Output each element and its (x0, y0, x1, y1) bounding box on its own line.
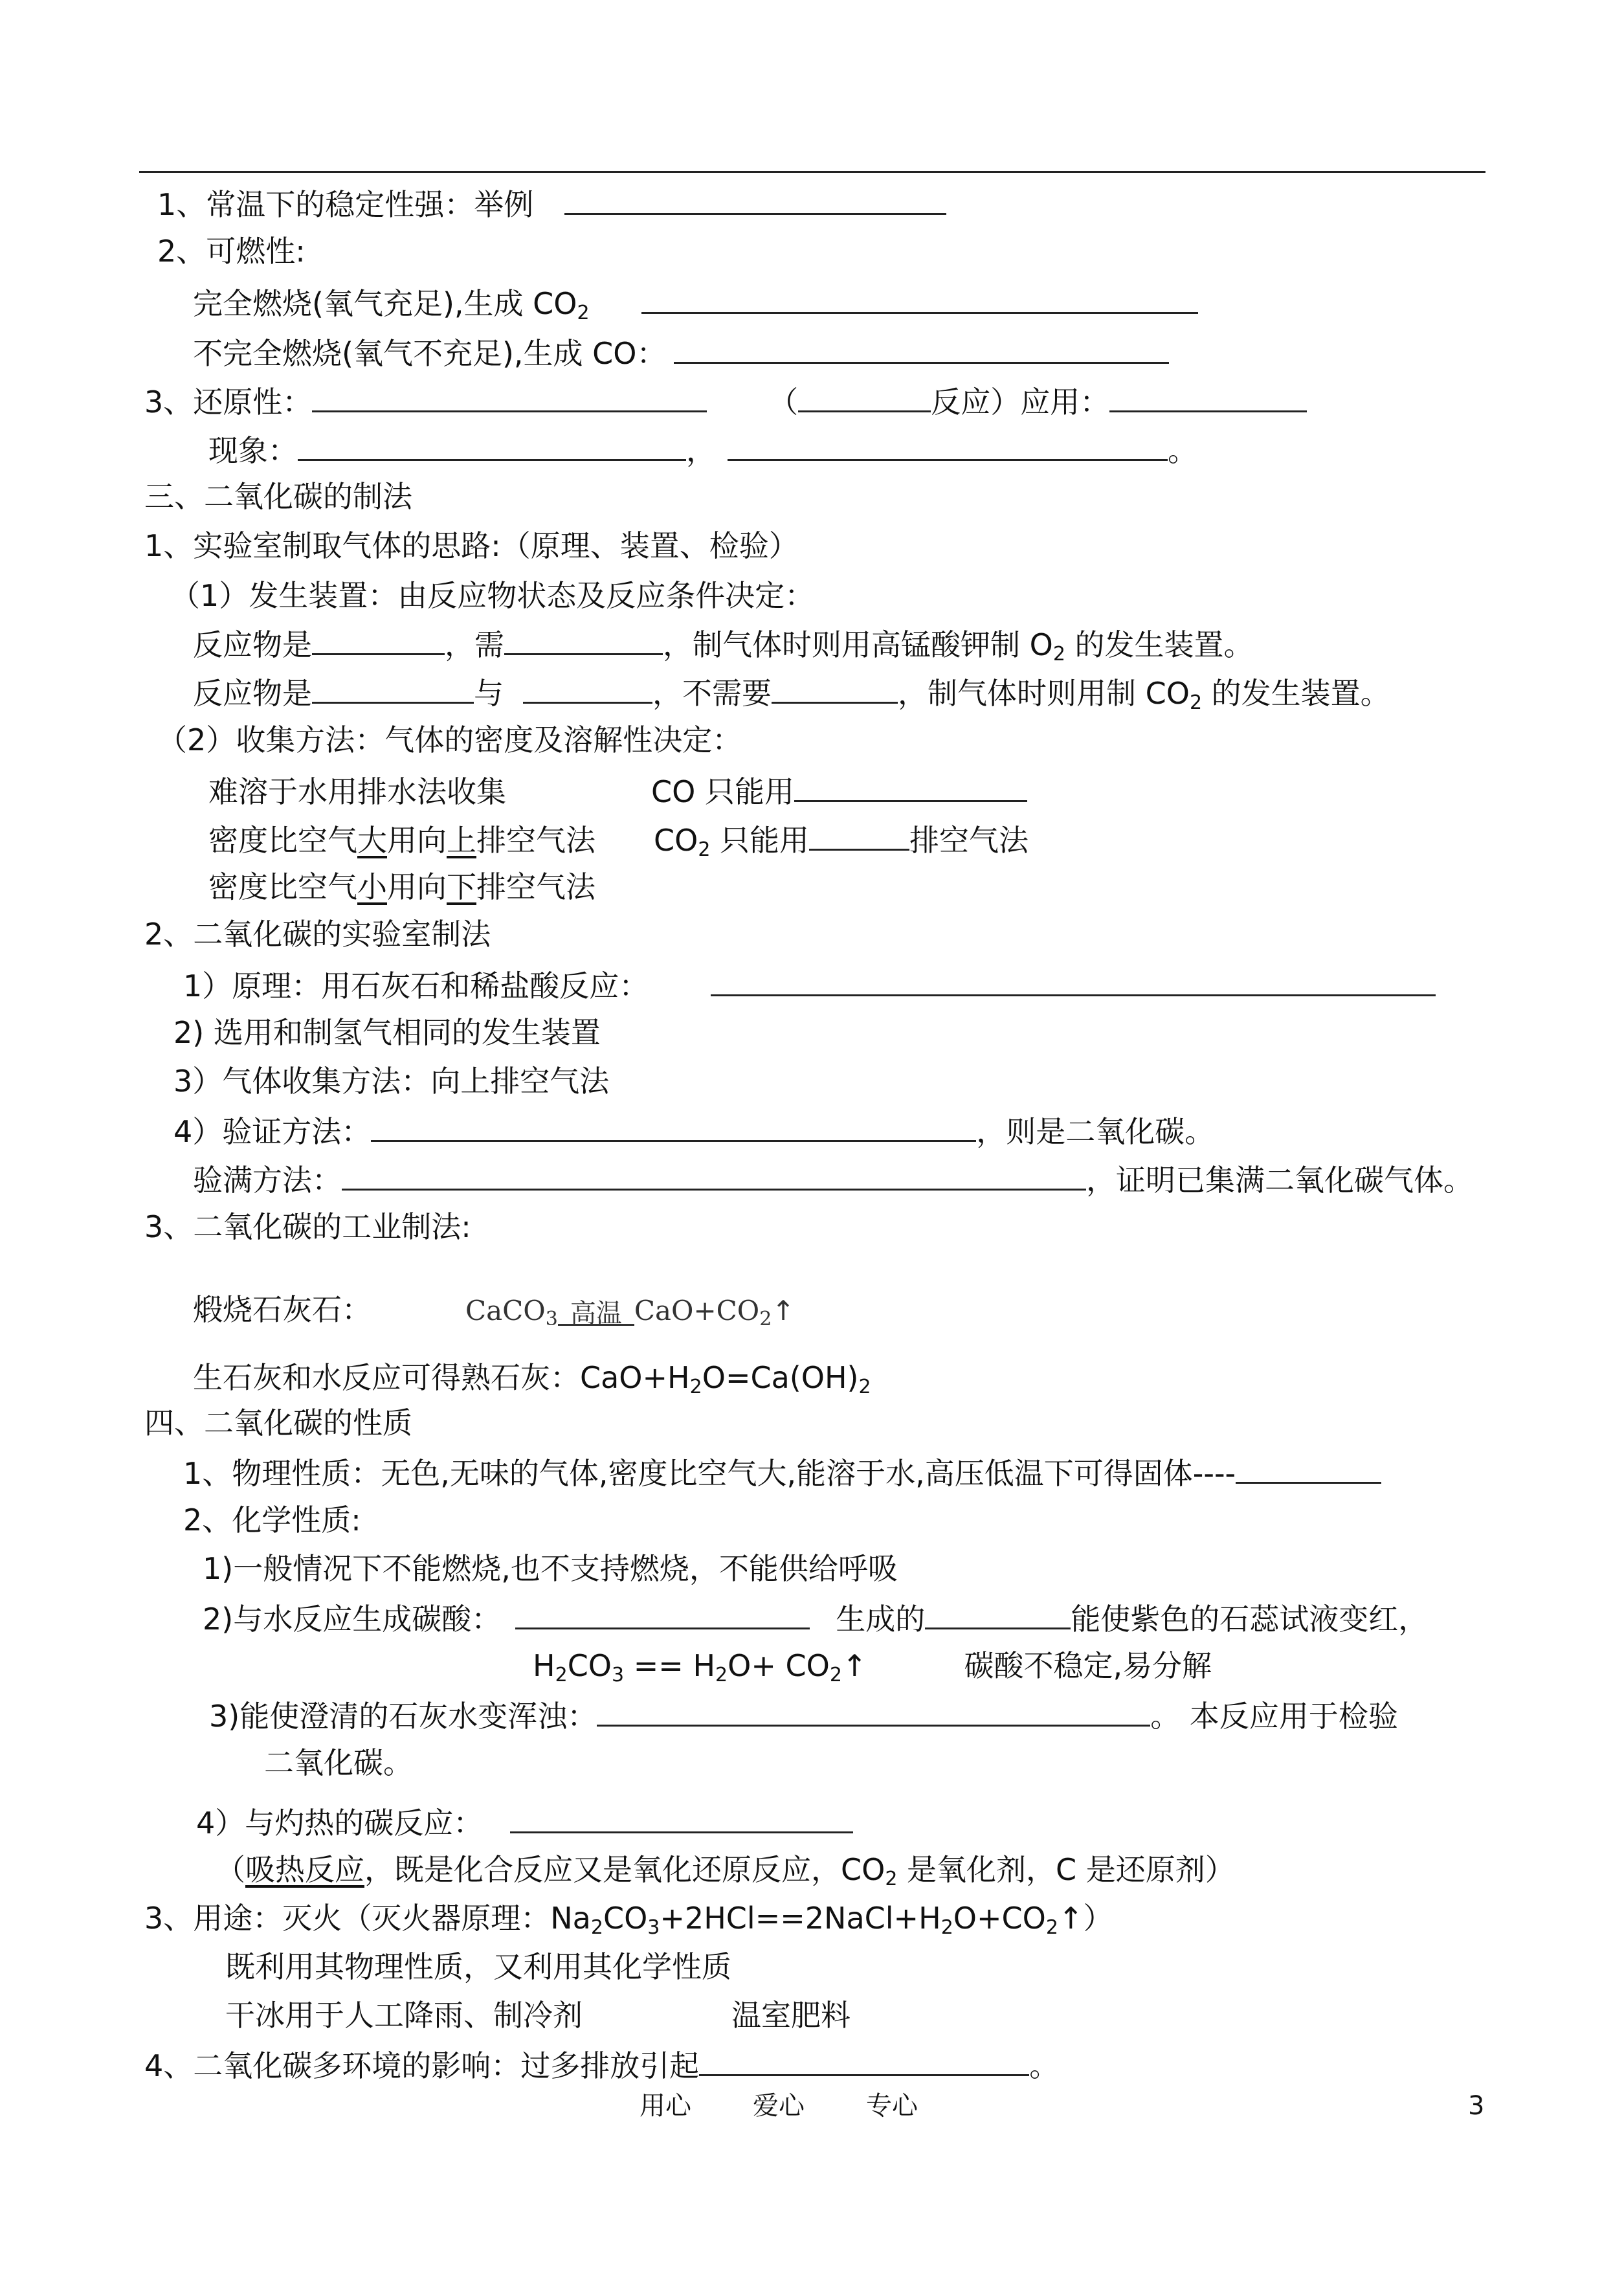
line-uses-properties: 既利用其物理性质，又利用其化学性质 (225, 1949, 731, 1984)
line-insoluble: 难溶于水用排水法收集 CO 只能用 (208, 770, 1027, 811)
blank-product[interactable] (925, 1598, 1071, 1629)
blank-example[interactable] (564, 183, 946, 215)
line-full-check: 验满方法： ，证明已集满二氧化碳气体。 (193, 1159, 1473, 1200)
line-verification: 4）验证方法： ，则是二氧化碳。 (173, 1110, 1214, 1151)
line-flammability: 2、可燃性: (157, 234, 306, 269)
line-reducibility: 3、还原性： （ 反应）应用： (144, 381, 1307, 421)
line-calcining: 煅烧石灰石： CaCO$_3$ 高温 $CaO+CO_2↑$ (193, 1292, 795, 1330)
blank-solid-name[interactable] (1236, 1452, 1381, 1484)
blank-verification[interactable] (371, 1110, 976, 1142)
line-reactant-2: 反应物是 与 ，不需要 ，制气体时则用制 $CO_2$ 的发生装置。 (193, 672, 1390, 713)
line-no-combustion: 1)一般情况下不能燃烧,也不支持燃烧，不能供给呼吸 (203, 1551, 898, 1586)
line-collection-method: 3）气体收集方法：向上排空气法 (173, 1064, 610, 1099)
blank-co2-collection[interactable] (809, 819, 909, 851)
line-incomplete-combustion: 不完全燃烧(氧气不充足),生成 CO： (193, 332, 1169, 373)
blank-reaction-type[interactable] (798, 381, 931, 412)
line-chemical-properties: 2、化学性质: (183, 1503, 361, 1538)
equation-calcining: CaCO$_3$ 高温 $CaO+CO_2↑$ (465, 1295, 795, 1330)
blank-water-reaction[interactable] (515, 1598, 810, 1629)
blank-reactant-1[interactable] (312, 623, 445, 655)
footer-motto-3: 专心 (866, 2091, 918, 2121)
line-hot-carbon: 4）与灼热的碳反应： (196, 1802, 853, 1842)
line-lab-approach: 1、实验室制取气体的思路:（原理、装置、检验） (144, 528, 799, 563)
line-reactant-1: 反应物是 ，需 ，制气体时则用高锰酸钾制 $O_2$ 的发生装置。 (193, 623, 1254, 664)
footer-motto-1: 用心 (640, 2091, 691, 2121)
heading-section-4: 四、二氧化碳的性质 (144, 1405, 412, 1440)
line-collection: （2）收集方法：气体的密度及溶解性决定： (157, 722, 742, 757)
blank-full-check[interactable] (342, 1159, 1086, 1191)
line-lighter: 密度比空气小用向下排空气法 (208, 869, 595, 904)
blank-condition-1[interactable] (504, 623, 663, 655)
footer-motto-2: 爱心 (753, 2091, 805, 2121)
blank-limewater[interactable] (597, 1695, 1150, 1727)
line-dry-ice: 干冰用于人工降雨、制冷剂 温室肥料 (225, 1998, 851, 2033)
blank-reactant-2b[interactable] (523, 672, 652, 704)
blank-co-collection[interactable] (794, 770, 1027, 802)
line-principle: 1）原理：用石灰石和稀盐酸反应： (183, 965, 1436, 1005)
blank-not-needed[interactable] (772, 672, 898, 704)
heading-lab-method: 2、二氧化碳的实验室制法 (144, 917, 491, 952)
line-with-water: 2)与水反应生成碳酸： 生成的 能使紫色的石蕊试液变红， (203, 1598, 1428, 1639)
line-denser: 密度比空气大用向上排空气法 $CO_2$ 只能用 排空气法 (208, 819, 1029, 860)
line-co2: 二氧化碳。 (264, 1745, 413, 1780)
blank-environment[interactable] (699, 2044, 1029, 2076)
line-uses: 3、用途：灭火（灭火器原理：$Na_2CO_3+2HCl==2NaCl+H_2O+CO_2↑$） (144, 1901, 1113, 1939)
line-slaked-lime: 生石灰和水反应可得熟石灰：$CaO+H_2O=Ca(OH)_2$ (193, 1360, 871, 1398)
line-complete-combustion: 完全燃烧(氧气充足),生成 $CO_2$ (193, 282, 1198, 323)
blank-phenomenon-2[interactable] (728, 429, 1168, 461)
heading-section-3: 三、二氧化碳的制法 (144, 479, 412, 514)
blank-reactant-2a[interactable] (312, 672, 474, 704)
blank-reducibility[interactable] (312, 381, 707, 412)
heading-industrial: 3、二氧化碳的工业制法: (144, 1209, 471, 1244)
blank-principle[interactable] (711, 965, 1436, 996)
blank-hot-carbon[interactable] (510, 1802, 853, 1833)
blank-incomplete-combustion[interactable] (674, 332, 1169, 364)
page-number: 3 (1468, 2091, 1485, 2121)
blank-phenomenon-1[interactable] (298, 429, 686, 461)
line-stability: 1、常温下的稳定性强：举例 (157, 183, 946, 224)
line-generator: （1）发生装置：由反应物状态及反应条件决定： (170, 578, 815, 613)
line-limewater: 3)能使澄清的石灰水变浑浊： 。 本反应用于检验 (209, 1695, 1398, 1736)
header-rule (139, 171, 1485, 173)
line-environment: 4、二氧化碳多环境的影响：过多排放引起 。 (144, 2044, 1059, 2085)
blank-application[interactable] (1109, 381, 1307, 412)
line-carbonic-decomposition: $H_2CO_3 == H_2O+$ $CO_2↑$ 碳酸不稳定,易分解 (533, 1648, 1212, 1686)
line-endothermic-note: （吸热反应，既是化合反应又是氧化还原反应，$CO_2$ 是氧化剂，C 是还原剂） (216, 1852, 1235, 1890)
line-generator-choice: 2) 选用和制氢气相同的发生装置 (173, 1015, 601, 1050)
blank-complete-combustion[interactable] (641, 282, 1198, 314)
line-physical-properties: 1、物理性质：无色,无味的气体,密度比空气大,能溶于水,高压低温下可得固体---- (183, 1452, 1381, 1493)
line-phenomenon: 现象： ， 。 (208, 429, 1197, 470)
